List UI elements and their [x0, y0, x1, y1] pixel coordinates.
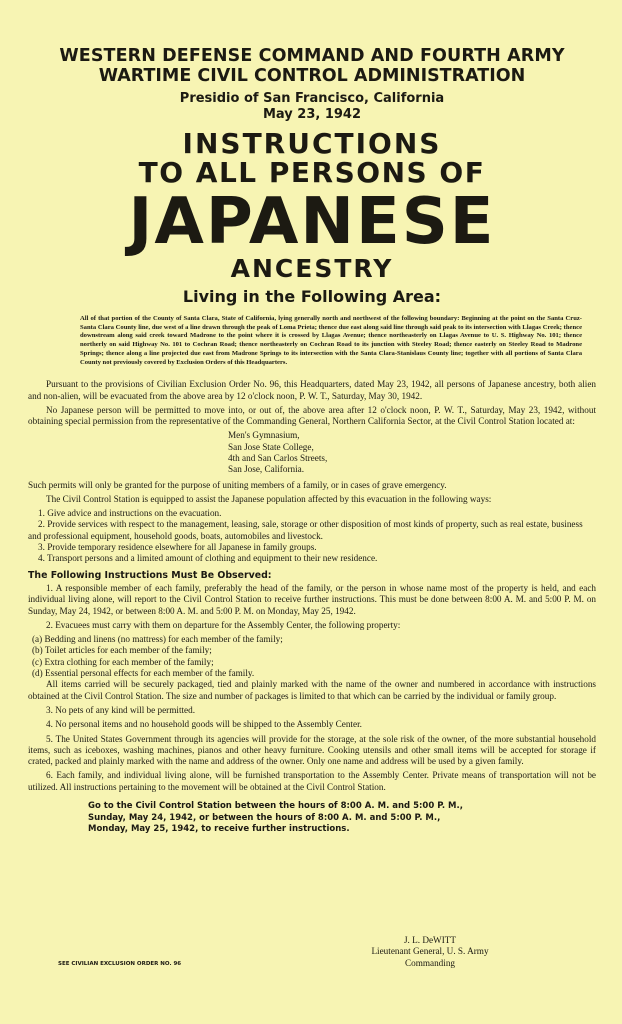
title-instructions: INSTRUCTIONS [182, 127, 442, 160]
footer-reference: SEE CIVILIAN EXCLUSION ORDER NO. 96 [58, 961, 182, 967]
list-item: (b) Toilet articles for each member of the family; [32, 645, 212, 656]
civil-control-station-address [228, 430, 596, 475]
area-description: All of that portion of the County of Santa Clara, State of California, lying generally north and northwest of the following boundary: Beginning at the point on the Santa Cruz-Santa Clara County line, due west of a line drawn through the peak of Loma Prieta; thence due east along said line through said peak to its intersection with Llagas Creek; thence downstream along said creek toward Madrone to the point where it is crossed by Llagas Avenue; thence northeasterly on Llagas Avenue to U. S. Highway No. 101; thence northerly on said Highway No. 101 to Cochran Road; thence northeasterly on Cochran Road to its junction with Steeley Road; thence easterly on Steeley Road to Madrone Springs; thence along a line projected due east from Madrone Springs to its intersection with the Santa Clara-Stanislaus County line; together with all portions of Santa Clara County not previously covered by Exclusion Orders of this Headquarters. [80, 315, 582, 366]
property-list [28, 634, 596, 679]
list-item: 4. Transport persons and a limited amount of clothing and equipment to their new residence. [38, 553, 378, 564]
reporting-hours-line: Sunday, May 24, 1942, or between the hours of 8:00 A. M. and 5:00 P. M., [88, 812, 441, 823]
list-item: 2. Provide services with respect to the management, leasing, sale, storage or other disposition of most kinds of property, such as real estate, business and professional equipment, household goods, boats, automobiles and livestock. [28, 519, 583, 541]
paragraph-station-services: The Civil Control Station is equipped to assist the Japanese population affected by this evacuation in the following ways: [46, 493, 492, 504]
paragraph-evacuation-order: Pursuant to the provisions of Civilian Exclusion Order No. 96, this Headquarters, dated May 23, 1942, all persons of Japanese ancestry, both alien and non-alien, will be evacuated from the above area by 12 o'clock noon, P. W. T., Saturday, May 30, 1942. [28, 379, 596, 401]
list-item: (c) Extra clothing for each member of the family; [32, 656, 214, 667]
signatory-name: J. L. DeWITT [403, 935, 457, 945]
reporting-hours [88, 801, 576, 836]
address-line: Men's Gymnasium, [228, 430, 300, 441]
title-to-all-persons: TO ALL PERSONS OF [138, 156, 486, 189]
list-item: 3. Provide temporary residence elsewhere for all Japanese in family groups. [38, 542, 317, 553]
list-item: (a) Bedding and linens (no mattress) for each member of the family; [32, 634, 283, 645]
instruction-6: 6. Each family, and individual living alone, will be furnished transportation to the Assembly Center. Private means of transportation will not be utilized. All instructions pertaining to the movement will be obtained at the Civil Control Station. [28, 770, 596, 792]
title-area: Living in the Following Area: [182, 287, 442, 306]
reporting-hours-line: Go to the Civil Control Station between the hours of 8:00 A. M. and 5:00 P. M., [88, 801, 463, 812]
org-line-2: WARTIME CIVIL CONTROL ADMINISTRATION [98, 66, 526, 86]
signatory-role: Commanding [404, 957, 456, 968]
instruction-5: 5. The United States Government through its agencies will provide for the storage, at the sole risk of the owner, of the more substantial household items, such as iceboxes, washing machines, pianos and other heavy furniture. Cooking utensils and other small items will be accepted for storage if crated, packed and plainly marked with the name and address of the owner. Only one name and address will be used by a given family. [28, 733, 596, 767]
body [28, 379, 596, 793]
address-line: San Jose, California. [228, 464, 305, 475]
paragraph-movement-restriction: No Japanese person will be permitted to move into, or out of, the above area after 12 o'clock noon, P. W. T., Saturday, May 23, 1942, without obtaining special permission from the representative of the Commanding General, Northern California Sector, at the Civil Control Station located at: [28, 404, 596, 427]
location: Presidio of San Francisco, California [179, 91, 445, 106]
title-japanese: JAPANESE [128, 185, 496, 259]
instruction-1: 1. A responsible member of each family, preferably the head of the family, or the person in whose name most of the property is held, and each individual living alone, will report to the Civil Control Station to receive further instructions. This must be done between 8:00 A. M. and 5:00 P. M. on Sunday, May 24, 1942, or between 8:00 A. M. and 5:00 P. M. on Monday, May 25, 1942. [28, 582, 596, 616]
paragraph-permits: Such permits will only be granted for the purpose of uniting members of a family, or in cases of grave emergency. [28, 479, 447, 490]
issue-date: May 23, 1942 [262, 107, 362, 122]
signature-block [340, 935, 520, 969]
address-line: San Jose State College, [228, 441, 314, 452]
services-list [28, 508, 596, 564]
title-ancestry: ANCESTRY [230, 254, 394, 283]
instructions-heading: The Following Instructions Must Be Observed: [28, 569, 272, 581]
instruction-2: 2. Evacuees must carry with them on departure for the Assembly Center, the following property: [46, 619, 401, 630]
header [28, 46, 596, 308]
org-line-1: WESTERN DEFENSE COMMAND AND FOURTH ARMY [59, 46, 565, 66]
instruction-2-packaging: All items carried will be securely packaged, tied and plainly marked with the name of the owner and numbered in accordance with instructions obtained at the Civil Control Station. The size and number of packages is limited to that which can be carried by the individual or family group. [28, 679, 596, 701]
instruction-4: 4. No personal items and no household goods will be shipped to the Assembly Center. [46, 719, 362, 730]
signatory-rank: Lieutenant General, U. S. Army [371, 946, 489, 957]
instruction-3: 3. No pets of any kind will be permitted. [46, 704, 196, 715]
list-item: (d) Essential personal effects for each member of the family. [32, 668, 255, 679]
reporting-hours-line: Monday, May 25, 1942, to receive further instructions. [88, 824, 350, 835]
list-item: 1. Give advice and instructions on the evacuation. [38, 508, 222, 519]
address-line: 4th and San Carlos Streets, [228, 453, 328, 463]
